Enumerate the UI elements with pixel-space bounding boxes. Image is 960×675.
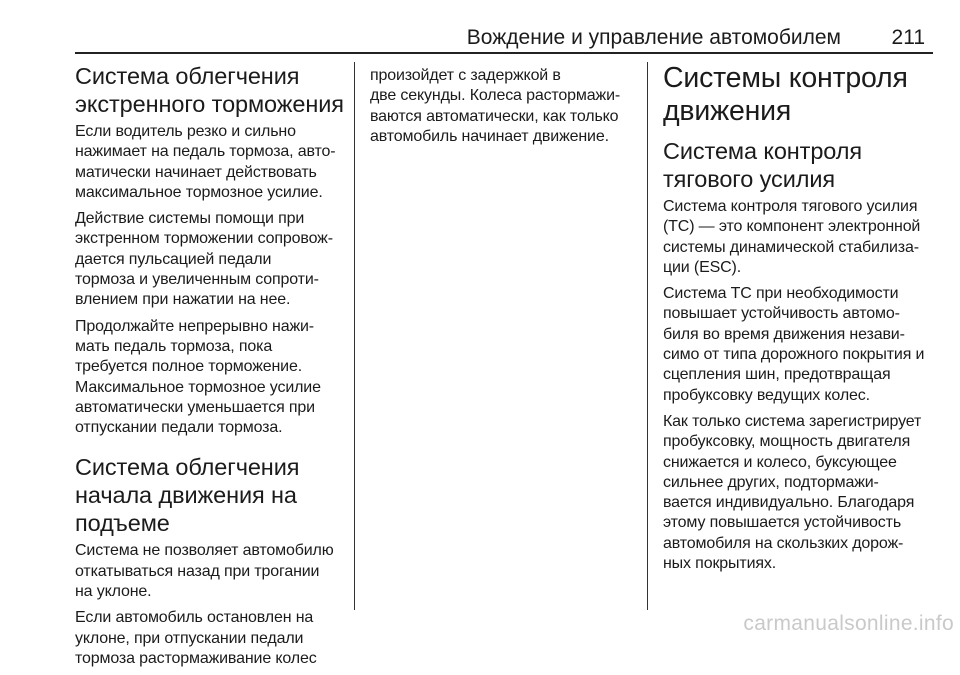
section-heading-emergency-brake-assist: Система облегчения экстренного торможения: [75, 63, 344, 117]
running-title: Вождение и управление автомобилем: [466, 26, 841, 49]
column-divider: [647, 62, 648, 610]
paragraph: Система не позволяет автомобилю откатываться назад при трогании на уклоне.: [75, 542, 334, 601]
paragraph: Если автомобиль остановлен на уклоне, при отпускании педали тормоза растормаживание колес: [75, 609, 317, 667]
paragraph: Как только система зарегистрирует пробуксовку, мощность двигателя снижается и колесо, буксующее сильнее других, подтормажи- вается индивидуально. Благодаря этому повышается устойчивость автомобиля на скользких дорож- ных покрытиях.: [663, 412, 922, 573]
chapter-heading-driving-control-systems: Системы контроля движения: [663, 62, 908, 127]
page-number: 211: [891, 26, 925, 49]
paragraph: произойдет с задержкой в две секунды. Колеса растормажи- ваются автоматически, как только автомобиль начинает движение.: [370, 67, 621, 145]
page-header: [75, 18, 933, 54]
paragraph: Действие системы помощи при экстренном торможении сопровож- дается пульсацией педали тормоза и увеличенным сопроти- влением при нажатии на нее.: [75, 210, 333, 309]
column-right: [663, 62, 933, 580]
paragraph: Система TC при необходимости повышает устойчивость автомо- биля во время движения незави- симо от типа дорожного покрытия и сцепления шин, предотвращая пробуксовку ведущих колес.: [663, 285, 925, 404]
paragraph: Если водитель резко и сильно нажимает на педаль тормоза, авто- матически начинает действовать максимальное тормозное усилие.: [75, 123, 336, 201]
paragraph: Система контроля тягового усилия (TC) — это компонент электронной системы динамической стабилиза- ции (ESC).: [663, 198, 921, 276]
paragraph: Продолжайте непрерывно нажи- мать педаль тормоза, пока требуется полное торможение. Максимальное тормозное усилие автоматически уменьшается при отпускании педали тормоза.: [75, 317, 321, 437]
column-divider: [354, 62, 355, 610]
watermark: carmanualsonline.info: [743, 612, 954, 635]
section-heading-hill-start-assist: Система облегчения начала движения на подъеме: [75, 454, 300, 537]
section-heading-traction-control: Система контроля тягового усилия: [663, 138, 862, 192]
column-middle: [370, 66, 640, 153]
column-left: [75, 62, 350, 675]
